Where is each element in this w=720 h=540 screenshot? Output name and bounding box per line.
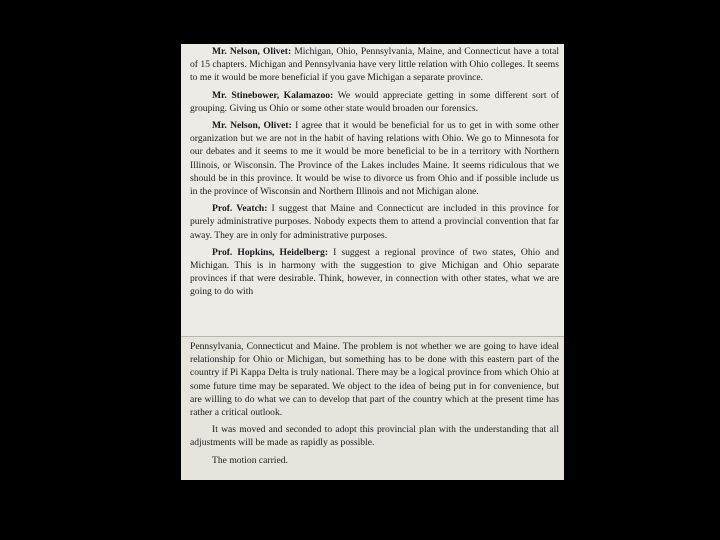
page-lower-segment (181, 337, 564, 480)
paragraph-text: The motion carried. (212, 454, 288, 466)
paragraph-text: It was moved and seconded to adopt this provincial plan with the understanding that all adjustments will be made as rapidly as possible. (190, 424, 559, 449)
paragraph-motion-carried (190, 454, 559, 467)
speaker-name: Prof. Veatch: (212, 203, 268, 215)
speaker-name: Mr. Nelson, Olivet: (212, 120, 292, 132)
speaker-name: Mr. Stinebower, Kalamazoo: (212, 89, 334, 101)
paragraph-nelson-2 (190, 119, 559, 198)
paragraph-veatch (190, 202, 559, 242)
paragraph-hopkins (190, 246, 559, 299)
paragraph-stinebower (190, 89, 559, 115)
paragraph-motion (190, 423, 559, 449)
speaker-name: Mr. Nelson, Olivet: (212, 46, 292, 57)
paragraph-text: I agree that it would be beneficial for us to get in with some other organization but we are not in the habit of having relations with Ohio. We go to Minnesota for our debates and it seems to me it would be more beneficial to be in a territory with Northern Illinois, or Wisconsin. The Province of the Lakes includes Maine. It seems ridiculous that we should be in this province. It would be wise to divorce us from Ohio and if possible include us in the province of Wisconsin and Northern Illinois and not Michigan alone. (190, 120, 559, 198)
paragraph-text: Pennsylvania, Connecticut and Maine. The problem is not whether we are going to have ideal relationship for Ohio or Michigan, but something has to be done with this eastern part of the country if Pi Kappa Delta is truly national. There may be a logical province from which Ohio at some future time may be separated. We object to the idea of being put in for convenience, but are willing to do what we can to develop that part of the country which at the present time has rather a critical outlook. (190, 341, 559, 419)
paragraph-text: I suggest a regional province of two states, Ohio and Michigan. This is in harmony with the suggestion to give Michigan and Ohio separate provinces if that were desirable. Think, however, in connection with other states, what we are going to do with (190, 246, 559, 298)
paragraph-text: We would appreciate getting in some different sort of grouping. Giving us Ohio or some other state would broaden our forensics. (190, 89, 559, 114)
scanned-page (181, 44, 564, 480)
paragraph-nelson-1 (190, 45, 559, 85)
paragraph-continuation (190, 340, 559, 419)
speaker-name: Prof. Hopkins, Heidelberg: (212, 246, 329, 258)
paragraph-text: I suggest that Maine and Connecticut are included in this province for purely administrative purposes. Nobody expects them to attend a provincial convention that far away. They are in only for administrative purposes. (190, 203, 559, 241)
page-upper-segment (181, 44, 564, 337)
paragraph-text: Michigan, Ohio, Pennsylvania, Maine, and Connecticut have a total of 15 chapters. Michigan and Pennsylvania have very little relation with Ohio colleges. It seems to me it would be more beneficial if you gave Michigan a separate province. (190, 46, 559, 84)
